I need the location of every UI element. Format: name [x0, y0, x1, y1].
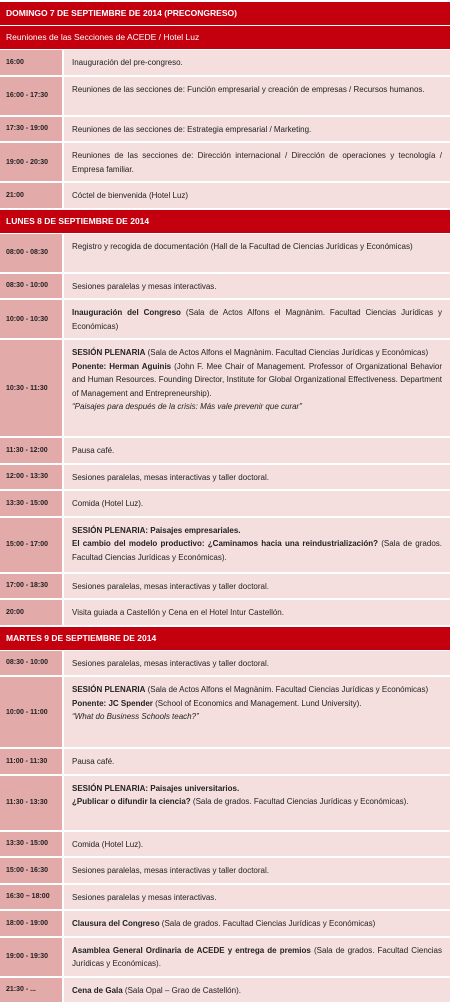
plain-text: Sesiones paralelas, mesas interactivas y taller doctoral. [72, 582, 269, 591]
schedule-row [0, 491, 450, 518]
time-slot: 18:00 - 19:00 [0, 911, 64, 936]
event-description [64, 465, 450, 490]
time-slot: 19:00 - 19:30 [0, 938, 64, 976]
plain-text: Pausa café. [72, 446, 114, 455]
event-description [64, 117, 450, 142]
plain-text: (Sala de grados. Facultad Ciencias Jurídicas y Económicas). [72, 946, 442, 969]
schedule-row [0, 143, 450, 183]
quote-text: “Paisajes para después de la crisis: Más vale prevenir que curar” [72, 402, 302, 411]
time-slot: 21:00 [0, 183, 64, 208]
plain-text: Comida (Hotel Luz). [72, 840, 143, 849]
schedule-row [0, 677, 450, 749]
day-header: DOMINGO 7 DE SEPTIEMBRE DE 2014 (PRECONGRESO) [0, 2, 450, 26]
plain-text: Cóctel de bienvenida (Hotel Luz) [72, 191, 188, 200]
time-slot: 11:30 - 12:00 [0, 438, 64, 463]
plain-text: Sesiones paralelas, mesas interactivas y taller doctoral. [72, 659, 269, 668]
bold-text: Ponente: Herman Aguinis [72, 362, 171, 371]
schedule-row [0, 978, 450, 1004]
schedule-row [0, 574, 450, 601]
schedule-row [0, 117, 450, 144]
day-header: MARTES 9 DE SEPTIEMBRE DE 2014 [0, 627, 450, 651]
plain-text: (Sala de Actos Alfons el Magnànim. Facultad Ciencias Jurídicas y Económicas) [145, 685, 428, 694]
bold-text: Inauguración del Congreso [72, 308, 181, 317]
bold-text: Clausura del Congreso [72, 919, 160, 928]
bold-text: Asamblea General Ordinaria de ACEDE y entrega de premios [72, 946, 311, 955]
time-slot: 13:30 - 15:00 [0, 491, 64, 516]
event-description [64, 234, 450, 272]
plain-text: Pausa café. [72, 757, 114, 766]
plain-text: Comida (Hotel Luz). [72, 499, 143, 508]
schedule-row [0, 183, 450, 210]
event-description [64, 491, 450, 516]
schedule-row [0, 50, 450, 77]
schedule-row [0, 858, 450, 885]
event-description [64, 938, 450, 976]
plain-text: Registro y recogida de documentación (Hall de la Facultad de Ciencias Jurídicas y Económicas) [72, 242, 413, 251]
event-description [64, 832, 450, 857]
schedule-row [0, 300, 450, 340]
event-description [64, 858, 450, 883]
time-slot: 10:00 - 11:00 [0, 677, 64, 747]
event-description [64, 978, 450, 1003]
time-slot: 21:30 - ... [0, 978, 64, 1003]
schedule-row [0, 274, 450, 301]
quote-text: “What do Business Schools teach?” [72, 712, 199, 721]
section-subheader: Reuniones de las Secciones de ACEDE / Hotel Luz [0, 26, 450, 50]
time-slot: 17:30 - 19:00 [0, 117, 64, 142]
event-description [64, 77, 450, 115]
event-description [64, 438, 450, 463]
time-slot: 08:00 - 08:30 [0, 234, 64, 272]
schedule-row [0, 938, 450, 978]
schedule-row [0, 885, 450, 912]
plain-text: Reuniones de las secciones de: Dirección internacional / Dirección de operaciones y tecnología / Empresa familiar. [72, 151, 442, 174]
schedule-row [0, 749, 450, 776]
plain-text: Reuniones de las secciones de: Función empresarial y creación de empresas / Recursos humanos. [72, 85, 425, 94]
time-slot: 16:00 - 17:30 [0, 77, 64, 115]
plain-text: Sesiones paralelas, mesas interactivas y taller doctoral. [72, 866, 269, 875]
event-description [64, 183, 450, 208]
plain-text: (Sala de grados. Facultad Ciencias Jurídicas y Económicas). [191, 797, 409, 806]
plain-text: (Sala de grados. Facultad Ciencias Jurídicas y Económicas). [72, 539, 442, 562]
bold-text: SESIÓN PLENARIA: Paisajes empresariales. [72, 526, 241, 535]
time-slot: 16:00 [0, 50, 64, 75]
plain-text: (School of Economics and Management. Lund University). [153, 699, 362, 708]
plain-text: Inauguración del pre-congreso. [72, 58, 183, 67]
event-description [64, 518, 450, 572]
event-description [64, 776, 450, 830]
time-slot: 19:00 - 20:30 [0, 143, 64, 181]
schedule-row [0, 77, 450, 117]
plain-text: (Sala Opal – Grao de Castellón). [123, 986, 241, 995]
time-slot: 12:00 - 13:30 [0, 465, 64, 490]
bold-text: ¿Publicar o difundir la ciencia? [72, 797, 191, 806]
schedule-row [0, 832, 450, 859]
time-slot: 13:30 - 15:00 [0, 832, 64, 857]
schedule-row [0, 911, 450, 938]
event-description [64, 274, 450, 299]
plain-text: Reuniones de las secciones de: Estrategia empresarial / Marketing. [72, 125, 311, 134]
event-description [64, 340, 450, 436]
plain-text: (Sala de grados. Facultad Ciencias Jurídicas y Económicas) [160, 919, 376, 928]
plain-text: Visita guiada a Castellón y Cena en el Hotel Intur Castellón. [72, 608, 284, 617]
event-description [64, 677, 450, 747]
time-slot: 15:00 - 16:30 [0, 858, 64, 883]
bold-text: Cena de Gala [72, 986, 123, 995]
plain-text: (Sala de Actos Alfons el Magnànim. Facultad Ciencias Jurídicas y Económicas) [72, 308, 442, 331]
schedule-row [0, 234, 450, 274]
bold-text: El cambio del modelo productivo: ¿Caminamos hacia una reindustrialización? [72, 539, 378, 548]
schedule-row [0, 340, 450, 438]
event-description [64, 574, 450, 599]
time-slot: 15:00 - 17:00 [0, 518, 64, 572]
plain-text: Sesiones paralelas y mesas interactivas. [72, 893, 217, 902]
event-description [64, 911, 450, 936]
schedule-row [0, 776, 450, 832]
time-slot: 11:00 - 11:30 [0, 749, 64, 774]
plain-text: Sesiones paralelas y mesas interactivas. [72, 282, 217, 291]
bold-text: SESIÓN PLENARIA: Paisajes universitarios. [72, 784, 239, 793]
bold-text: Ponente: JC Spender [72, 699, 153, 708]
bold-text: SESIÓN PLENARIA [72, 348, 145, 357]
time-slot: 16:30 – 18:00 [0, 885, 64, 910]
schedule-row [0, 518, 450, 574]
plain-text: Sesiones paralelas, mesas interactivas y taller doctoral. [72, 473, 269, 482]
bold-text: SESIÓN PLENARIA [72, 685, 145, 694]
time-slot: 08:30 - 10:00 [0, 651, 64, 676]
time-slot: 11:30 - 13:30 [0, 776, 64, 830]
schedule-row [0, 465, 450, 492]
day-header: LUNES 8 DE SEPTIEMBRE DE 2014 [0, 210, 450, 234]
time-slot: 17:00 - 18:30 [0, 574, 64, 599]
event-description [64, 885, 450, 910]
event-description [64, 50, 450, 75]
time-slot: 10:30 - 11:30 [0, 340, 64, 436]
time-slot: 20:00 [0, 600, 64, 625]
time-slot: 08:30 - 10:00 [0, 274, 64, 299]
event-description [64, 600, 450, 625]
event-description [64, 651, 450, 676]
event-description [64, 749, 450, 774]
schedule-row [0, 438, 450, 465]
event-description [64, 143, 450, 181]
time-slot: 10:00 - 10:30 [0, 300, 64, 338]
schedule-row [0, 600, 450, 627]
event-description [64, 300, 450, 338]
schedule-row [0, 651, 450, 678]
plain-text: (Sala de Actos Alfons el Magnànim. Facultad Ciencias Jurídicas y Económicas) [145, 348, 428, 357]
plain-text: (John F. Mee Chair of Management. Professor of Organizational Behavior and Human Resources. Founding Director, Institute for Global Organizational Effectiveness. Department of Management and Entrepreneurship). [72, 362, 442, 398]
